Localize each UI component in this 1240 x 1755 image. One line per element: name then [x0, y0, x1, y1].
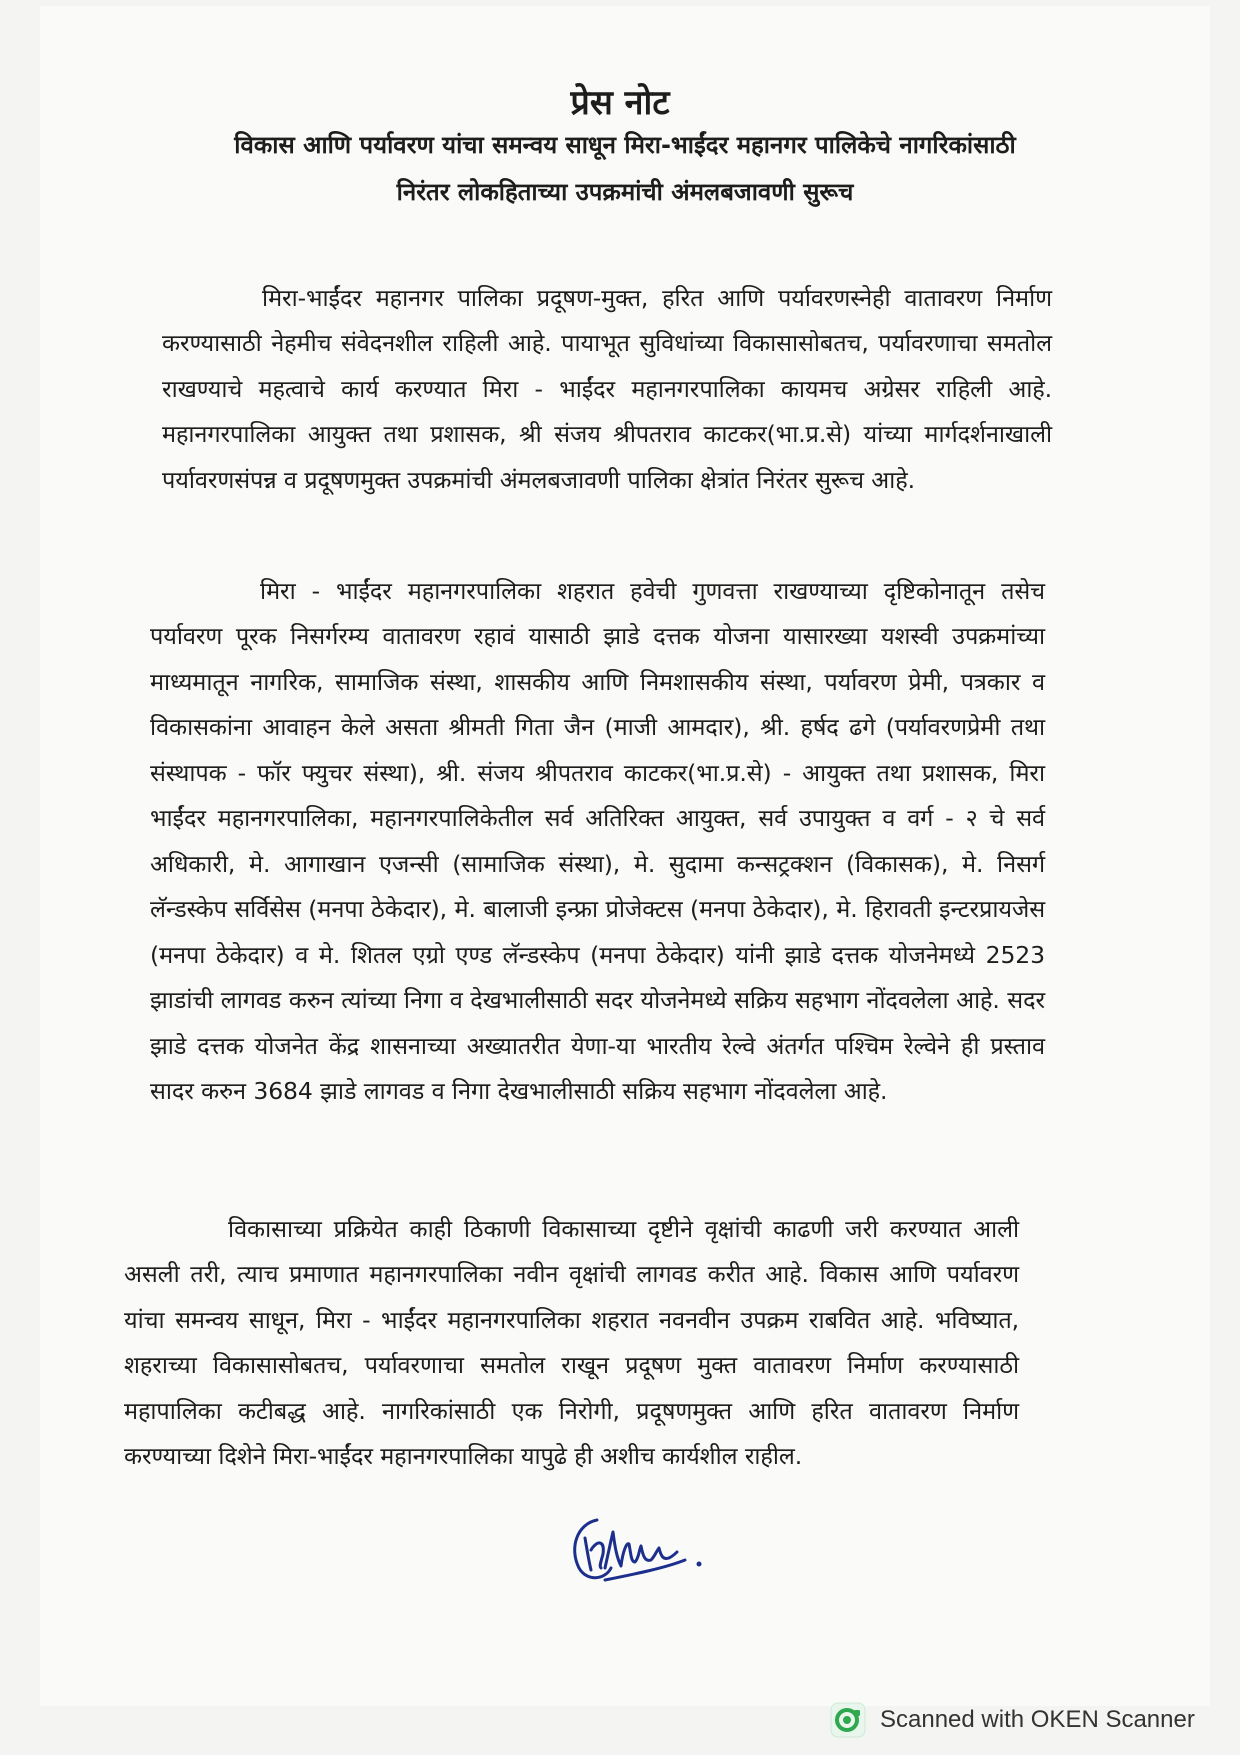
- paragraph-2: मिरा - भाईंदर महानगरपालिका शहरात हवेची गुणवत्ता राखण्याच्या दृष्टिकोनातून तसेच पर्यावरण पूरक निसर्गरम्य वातावरण रहावं यासाठी झाडे दत्तक योजना यासारख्या यशस्वी उपक्रमांच्या माध्यमातून नागरिक, सामाजिक संस्था, शासकीय आणि निमशासकीय संस्था, पर्यावरण प्रेमी, पत्रकार व विकासकांना आवाहन केले असता श्रीमती गिता जैन (माजी आमदार), श्री. हर्षद ढगे (पर्यावरणप्रेमी तथा संस्थापक - फॉर फ्युचर संस्था), श्री. संजय श्रीपतराव काटकर(भा.प्र.से) - आयुक्त तथा प्रशासक, मिरा भाईंदर महानगरपालिका, महानगरपालिकेतील सर्व अतिरिक्त आयुक्त, सर्व उपायुक्त व वर्ग - २ चे सर्व अधिकारी, मे. आगाखान एजन्सी (सामाजिक संस्था), मे. सुदामा कन्सट्रक्शन (विकासक), मे. निसर्ग लॅन्डस्केप सर्विसेस (मनपा ठेकेदार), मे. बालाजी इन्फ्रा प्रोजेक्टस (मनपा ठेकेदार), मे. हिरावती इन्टरप्रायजेस (मनपा ठेकेदार) व मे. शितल एग्रो एण्ड लॅन्डस्केप (मनपा ठेकेदार) यांनी झाडे दत्तक योजनेमध्ये 2523 झाडांची लागवड करुन त्यांच्या निगा व देखभालीसाठी सदर योजनेमध्ये सक्रिय सहभाग नोंदवलेला आहे. सदर झाडे दत्तक योजनेत केंद्र शासनाच्या अख्यातरीत येणा-या भारतीय रेल्वे अंतर्गत पश्चिम रेल्वेने ही प्रस्ताव सादर करुन 3684 झाडे लागवड व निगा देखभालीसाठी सक्रिय सहभाग नोंदवलेला आहे.: [150, 576, 1045, 1105]
- subtitle-line-2: निरंतर लोकहिताच्या उपक्रमांची अंमलबजावणी सुरूच: [396, 178, 854, 206]
- oken-scanner-logo-icon: [830, 1702, 866, 1738]
- page-title: प्रेस नोट: [570, 83, 670, 123]
- subtitle-line-1: विकास आणि पर्यावरण यांचा समन्वय साधून मिरा-भाईंदर महानगर पालिकेचे नागरिकांसाठी: [234, 131, 1016, 159]
- signature-icon: [565, 1510, 710, 1590]
- scanner-watermark: [830, 1698, 1225, 1742]
- paragraph-3: विकासाच्या प्रक्रियेत काही ठिकाणी विकासाच्या दृष्टीने वृक्षांची काढणी जरी करण्यात आली असली तरी, त्याच प्रमाणात महानगरपालिका नवीन वृक्षांची लागवड करीत आहे. विकास आणि पर्यावरण यांचा समन्वय साधून, मिरा - भाईंदर महानगरपालिका शहरात नवनवीन उपक्रम राबवित आहे. भविष्यात, शहराच्या विकासासोबतच, पर्यावरणाचा समतोल राखून प्रदूषण मुक्त वातावरण निर्माण करण्यासाठी महापालिका कटीबद्ध आहे. नागरिकांसाठी एक निरोगी, प्रदूषणमुक्त आणि हरित वातावरण निर्माण करण्याच्या दिशेने मिरा-भाईंदर महानगरपालिका यापुढे ही अशीच कार्यशील राहील.: [124, 1214, 1019, 1470]
- scanner-text: Scanned with OKEN Scanner: [880, 1706, 1195, 1733]
- paragraph-1: मिरा-भाईंदर महानगर पालिका प्रदूषण-मुक्त, हरित आणि पर्यावरणस्नेही वातावरण निर्माण करण्यासाठी नेहमीच संवेदनशील राहिली आहे. पायाभूत सुविधांच्या विकासासोबतच, पर्यावरणाचा समतोल राखण्याचे महत्वाचे कार्य करण्यात मिरा - भाईंदर महानगरपालिका कायमच अग्रेसर राहिली आहे. महानगरपालिका आयुक्त तथा प्रशासक, श्री संजय श्रीपतराव काटकर(भा.प्र.से) यांच्या मार्गदर्शनाखाली पर्यावरणसंपन्न व प्रदूषणमुक्त उपक्रमांची अंमलबजावणी पालिका क्षेत्रांत निरंतर सुरूच आहे.: [162, 283, 1052, 494]
